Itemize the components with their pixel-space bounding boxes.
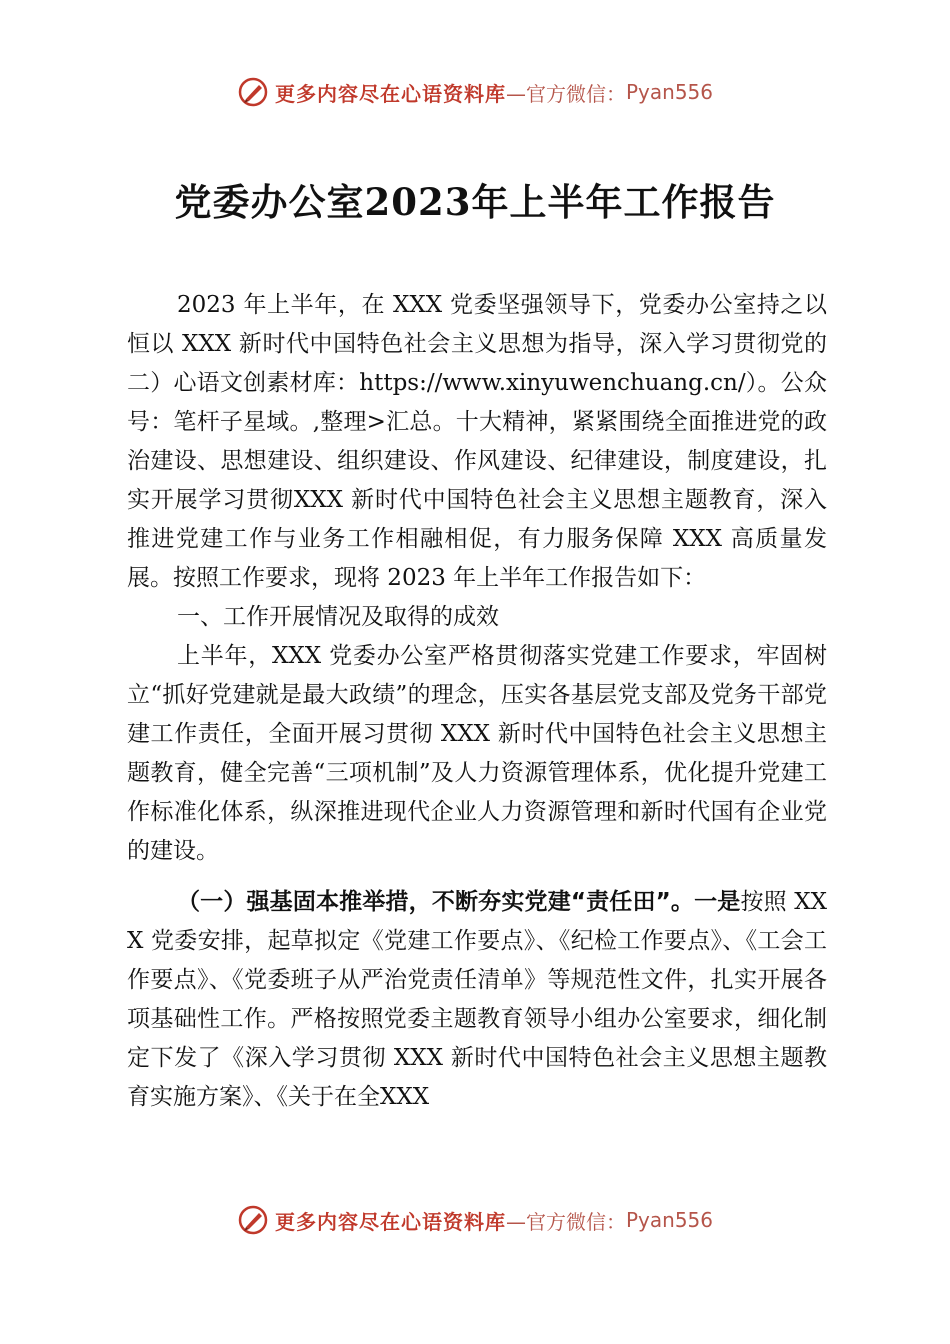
subsection-body: 按照 XXX 党委安排，起草拟定《党建工作要点》、《纪检工作要点》、《工会工作要点》、《党委班子从严治党责任清单》等规范性文件，扎实开展各项基础性工作。严格按照党委主题教育领导小组办公室要求，细化制定下发了《深入学习贯彻 XXX 新时代中国特色社会主义思想主题教育实施方案》、《关于在全XXX <box>127 889 828 1110</box>
subsection-paragraph <box>127 883 827 1117</box>
pen-logo-icon <box>237 76 269 108</box>
subsection-bold-lead: （一）强基固本推举措，不断夯实党建“责任田”。一是 <box>177 889 741 915</box>
summary-paragraph: 上半年，XXX 党委办公室严格贯彻落实党建工作要求，牢固树立“抓好党建就是最大政绩”的理念，压实各基层党支部及党务干部党建工作责任，全面开展习贯彻 XXX 新时代中国特色社会主义思想主题教育，健全完善“三项机制”及人力资源管理体系，优化提升党建工作标准化体系，纵深推进现代企业人力资源管理和新时代国有企业党的建设。 <box>127 643 827 864</box>
pen-logo-icon <box>237 1204 269 1236</box>
watermark-separator: —官方微信： <box>505 81 626 106</box>
watermark-wechat-id: Pyan556 <box>625 80 713 104</box>
section-heading: 一、工作开展情况及取得的成效 <box>177 604 499 630</box>
watermark-separator: —官方微信： <box>505 1209 626 1234</box>
watermark-wechat-id: Pyan556 <box>625 1208 713 1232</box>
document-body <box>127 286 827 1117</box>
watermark-text: 更多内容尽在心语资料库 <box>274 1209 506 1234</box>
watermark-text: 更多内容尽在心语资料库 <box>274 81 506 106</box>
intro-paragraph: 2023 年上半年，在 XXX 党委坚强领导下，党委办公室持之以恒以 XXX 新时代中国特色社会主义思想为指导，深入学习贯彻党的二）心语文创素材库：https://www.xinyuwenchuang.cn/）。公众号：笔杆子星域。,整理>汇总。十大精神，紧紧围绕全面推进党的政治建设、思想建设、组织建设、作风建设、纪律建设，制度建设，扎实开展学习贯彻XXX 新时代中国特色社会主义思想主题教育，深入推进党建工作与业务工作相融相促，有力服务保障 XXX 高质量发展。按照工作要求，现将 2023 年上半年工作报告如下： <box>127 292 827 591</box>
document-title: 党委办公室2023年上半年工作报告 <box>174 180 776 224</box>
watermark-banner-bottom <box>0 1198 950 1242</box>
watermark-banner-top <box>0 70 950 114</box>
